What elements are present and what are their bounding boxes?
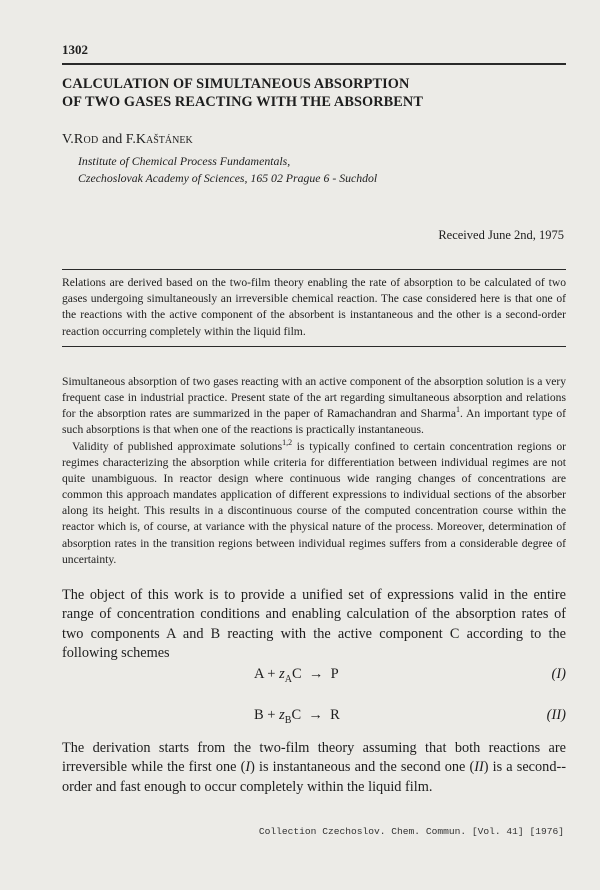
affiliation-line-2: Czechoslovak Academy of Sciences, 165 02 Prague 6 - Suchdol <box>78 171 378 185</box>
eq2-rhs: C → R <box>291 707 340 723</box>
title-line-2: OF TWO GASES REACTING WITH THE ABSORBENT <box>62 93 423 110</box>
eq1-lhs: A + <box>254 666 280 682</box>
tail-text-c: ) is a second--order and fast enough to occur completely within the liquid film. <box>62 759 566 795</box>
author-1-surname: Rod <box>73 132 99 147</box>
abstract: Relations are derived based on the two-film theory enabling the rate of absorption to be calculated of two gases undergoing simultaneously an irreversible chemical reaction. The case considered here is that one of the reactions with the active component of the absorbent is instantaneous and the other is a second-order reaction occurring completely within the liquid film. <box>62 276 566 338</box>
eq2-coef: z <box>279 707 285 723</box>
tail-ref-I: I <box>245 759 251 776</box>
eq2-lhs: B + <box>254 707 280 723</box>
affiliation-line-1: Institute of Chemical Process Fundamentals, <box>78 154 291 168</box>
intro-paragraph-2 <box>62 439 566 568</box>
tail-text-b: ) is instantaneous and the second one ( <box>250 759 475 776</box>
ref-1-2: 1,2 <box>282 437 293 447</box>
affiliation <box>78 153 377 187</box>
received-date: Received June 2nd, 1975 <box>438 228 564 242</box>
introduction <box>62 374 566 568</box>
intro-p1-text: Simultaneous absorption of two gases reacting with an active component of the absorption solution is a very frequent case in industrial practice. Present state of the art regarding simultaneous absorption and relations for the absorption rates are summarized in the paper of Ramachandran and Sharma <box>62 375 566 421</box>
tail-ref-II: II <box>474 759 484 776</box>
eq1-sub: A <box>284 673 292 685</box>
abstract-bottom-rule <box>62 346 566 347</box>
header-rule <box>62 63 566 65</box>
authors-and: and <box>98 132 126 147</box>
authors <box>62 132 193 148</box>
abstract-top-rule <box>62 269 566 270</box>
journal-footer: Collection Czechoslov. Chem. Commun. [Vol. 41] [1976] <box>258 826 564 837</box>
article-title <box>62 76 562 111</box>
title-line-1: CALCULATION OF SIMULTANEOUS ABSORPTION <box>62 76 410 92</box>
author-2-initial: F. <box>125 132 136 147</box>
equation-2 <box>62 707 566 727</box>
intro-p2-text-end: is typically confined to certain concentration regions or regimes characterizing the absorption while criteria for differentiation between individual regimes are not quite unambiguous. In reactor design where continuous wide ranging changes of concentrations are common this approach mandates application of different expressions to individual sections of the absorber along its height. This results in a discontinuous course of the computed concentration course within the reactor which is, of course, at variance with the physical nature of the process. Moreover, determination of absorption rates in the transition regions between individual regimes suffers from a considerable degree of uncertainty. <box>62 439 567 566</box>
tail-text-a: The derivation starts from the two-film theory assuming that both reactions are irreversible while the first one ( <box>62 740 566 776</box>
equation-2-expression <box>254 707 340 726</box>
derivation-paragraph <box>62 739 566 797</box>
author-1-initial: V. <box>62 132 74 147</box>
lead-paragraph: The object of this work is to provide a unified set of expressions valid in the entire range of concentration conditions and enabling calculation of the absorption rates of two components A and B reacting with the active component C according to the following schemes <box>62 587 566 661</box>
eq2-sub: B <box>284 714 292 726</box>
equation-1-expression <box>254 666 339 685</box>
author-2-surname: Kaštánek <box>135 132 193 147</box>
intro-paragraph-1 <box>62 374 566 439</box>
equation-2-label: (II) <box>546 707 566 723</box>
equation-1 <box>62 666 566 686</box>
intro-p1-text-end: . An important type of such absorptions is that when one of the reactions is practically instantaneous. <box>62 407 566 437</box>
ref-1: 1 <box>456 405 461 415</box>
eq1-rhs: C → P <box>292 666 339 682</box>
eq1-coef: z <box>279 666 285 682</box>
page-number: 1302 <box>62 42 88 57</box>
equation-1-label: (I) <box>551 666 566 682</box>
intro-p2-text: Validity of published approximate solutions <box>72 439 283 453</box>
